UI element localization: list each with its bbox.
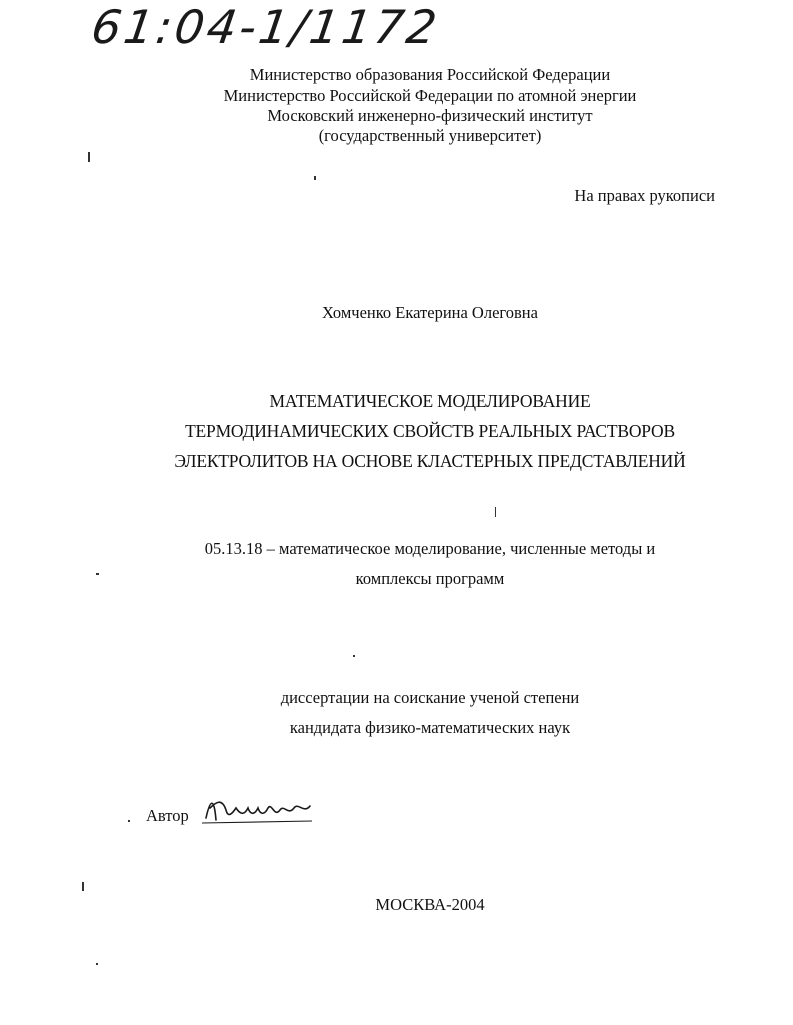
place-year: МОСКВА-2004 [375,895,485,914]
specialty-line-2: комплексы программ [355,569,505,588]
degree-line-1: диссертации на соискание ученой степени [280,688,580,707]
header-line-2: Министерство Российской Федерации по атомной энергии [223,86,637,105]
specialty-line-1: 05.13.18 – математическое моделирование, численные методы и [204,539,656,558]
scan-speck [314,176,316,180]
scan-speck [128,820,130,822]
author-signature [200,790,320,830]
signature-label: Автор [146,806,189,825]
scan-speck [88,152,90,162]
scan-speck [495,507,496,517]
scan-speck [96,963,98,965]
author-name: Хомченко Екатерина Олеговна [322,303,538,322]
title-line-1: МАТЕМАТИЧЕСКОЕ МОДЕЛИРОВАНИЕ [269,391,591,411]
scan-speck [353,655,355,657]
scan-speck [96,573,99,575]
header-line-3: Московский инженерно-физический институт [267,106,593,125]
manuscript-note: На правах рукописи [574,186,715,205]
title-line-3: ЭЛЕКТРОЛИТОВ НА ОСНОВЕ КЛАСТЕРНЫХ ПРЕДСТАВЛЕНИЙ [174,451,686,471]
scan-speck [82,882,84,891]
header-line-1: Министерство образования Российской Федерации [249,65,611,84]
header-line-4: (государственный университет) [318,126,542,145]
signature-scribble [200,790,320,830]
archive-code-handwritten: 61:04-1/1172 [88,0,443,54]
title-line-2: ТЕРМОДИНАМИЧЕСКИХ СВОЙСТВ РЕАЛЬНЫХ РАСТВОРОВ [185,421,675,441]
degree-line-2: кандидата физико-математических наук [289,718,571,737]
